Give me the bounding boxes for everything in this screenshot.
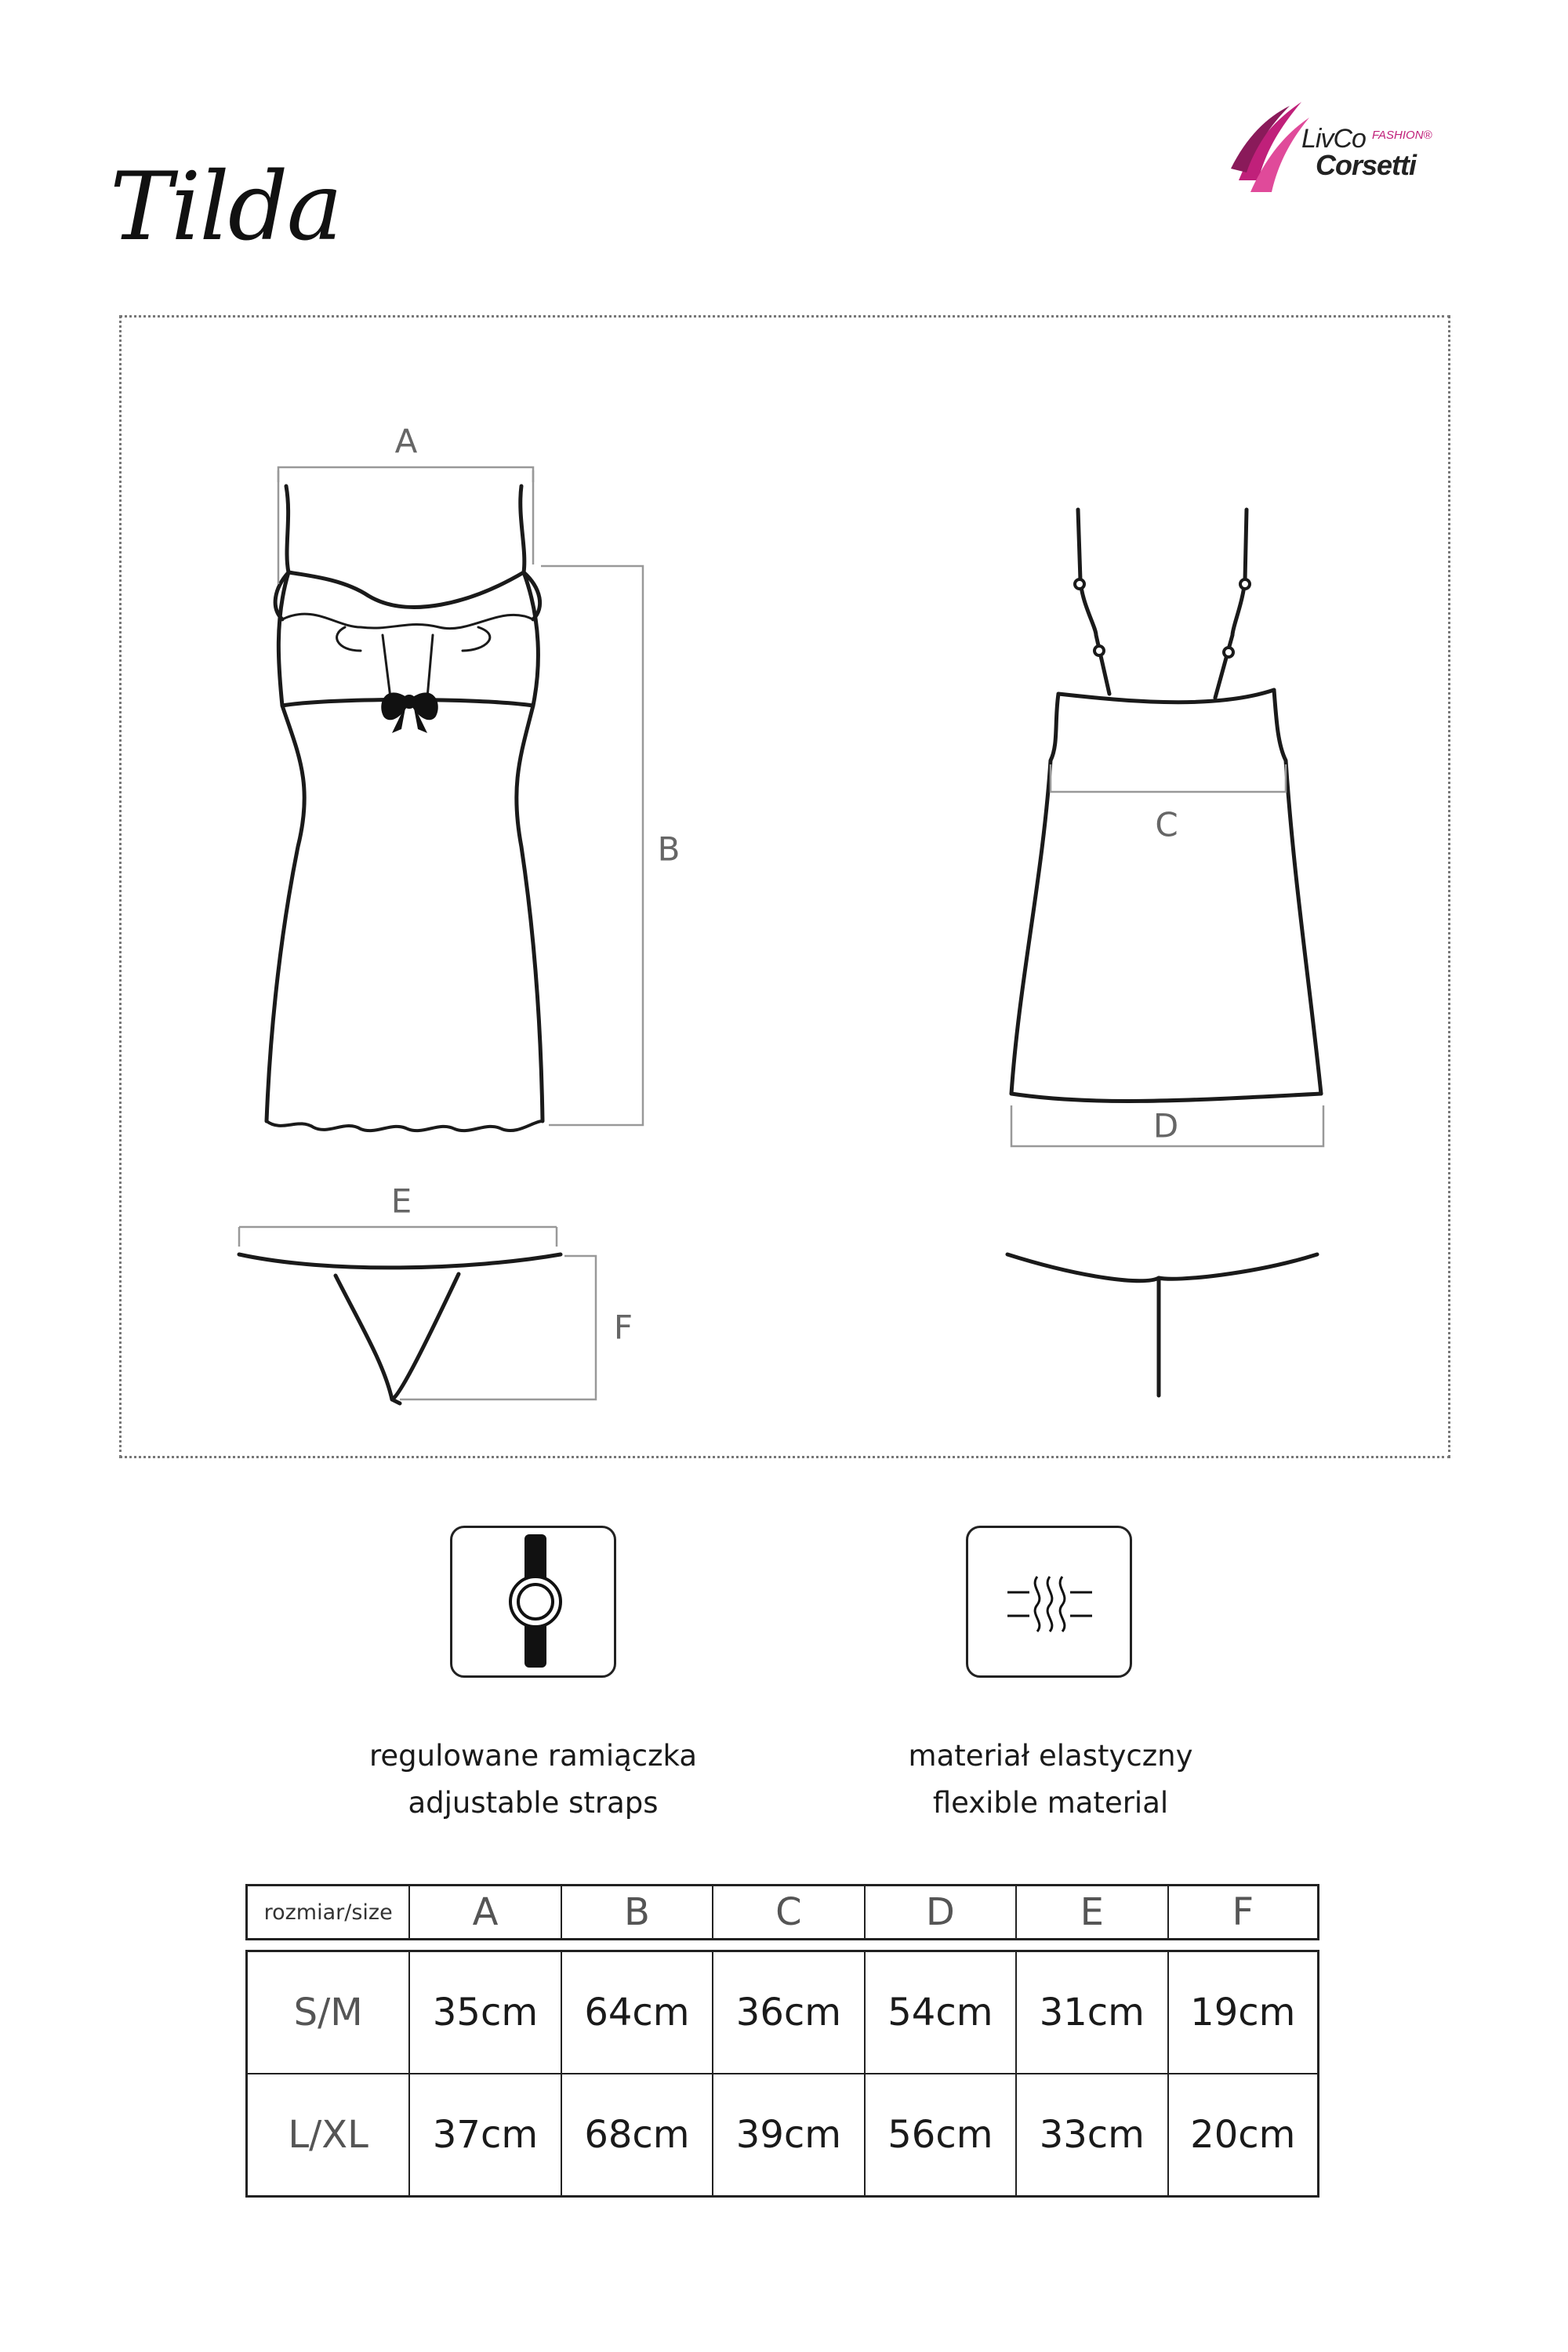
size-table-header <box>245 1884 1319 1940</box>
table-row <box>248 2073 1317 2195</box>
elastic-material-icon-box <box>966 1526 1132 1678</box>
table-cell: 54cm <box>864 1952 1015 2073</box>
table-cell: 20cm <box>1167 2074 1317 2195</box>
thong-back-drawing <box>1007 1254 1317 1396</box>
chemise-front-drawing <box>267 486 543 1131</box>
feature-label-pl: materiał elastyczny <box>908 1739 1193 1773</box>
measure-label-e: E <box>390 1181 412 1221</box>
table-cell: 68cm <box>561 2074 712 2195</box>
table-cell: 37cm <box>408 2074 560 2195</box>
strap-adjusters-icon <box>1075 579 1250 657</box>
measure-label-f: F <box>613 1308 633 1347</box>
size-table <box>245 1884 1319 2198</box>
header-cell-b: B <box>561 1886 712 1938</box>
table-cell: 31cm <box>1015 1952 1167 2073</box>
header-cell-f: F <box>1167 1886 1317 1938</box>
logo-livco-text: LivCo <box>1301 124 1366 154</box>
header-cell-e: E <box>1015 1886 1167 1938</box>
feature-label-pl: regulowane ramiączka <box>368 1739 698 1773</box>
feature-adjustable-straps <box>329 1733 737 1827</box>
measure-label-c: C <box>1155 805 1178 844</box>
row-size-label: L/XL <box>288 2113 368 2157</box>
size-table-body <box>245 1950 1319 2198</box>
header-cell-c: C <box>712 1886 863 1938</box>
logo-fashion-text: FASHION® <box>1372 129 1432 142</box>
header-cell-d: D <box>864 1886 1015 1938</box>
measure-label-d: D <box>1152 1106 1179 1145</box>
adjustable-strap-icon <box>452 1528 614 1675</box>
measure-label-a: A <box>394 422 418 461</box>
measure-lines-front <box>239 467 643 1399</box>
measure-label-b: B <box>657 829 681 869</box>
elastic-material-icon <box>968 1528 1130 1675</box>
table-cell: 19cm <box>1167 1952 1317 2073</box>
table-cell: 36cm <box>712 1952 863 2073</box>
row-size-label: S/M <box>293 1991 363 2034</box>
feature-label-en: flexible material <box>932 1786 1169 1820</box>
table-row <box>248 1952 1317 2073</box>
table-cell: 35cm <box>408 1952 560 2073</box>
table-cell: 33cm <box>1015 2074 1167 2195</box>
adjustable-strap-icon-box <box>450 1526 616 1678</box>
thong-front-drawing <box>239 1254 561 1403</box>
bow-icon <box>381 692 438 733</box>
header-cell-a: A <box>408 1886 560 1938</box>
logo-corsetti-text: Corsetti <box>1316 149 1417 181</box>
header-cell-size: rozmiar/size <box>263 1900 393 1925</box>
table-cell: 64cm <box>561 1952 712 2073</box>
product-title: Tilda <box>110 153 342 262</box>
table-cell: 39cm <box>712 2074 863 2195</box>
feature-flexible-material <box>847 1733 1254 1827</box>
feature-label-en: adjustable straps <box>408 1786 659 1820</box>
table-cell: 56cm <box>864 2074 1015 2195</box>
